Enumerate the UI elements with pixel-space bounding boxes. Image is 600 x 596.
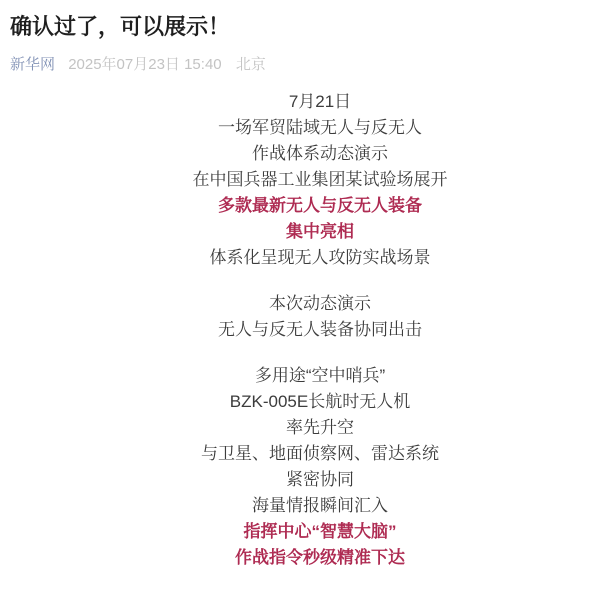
- byline: [10, 55, 588, 75]
- paragraph: [40, 291, 600, 343]
- paragraph: [40, 363, 600, 571]
- paragraph: [40, 89, 600, 271]
- body-line-emphasis: 多款最新无人与反无人装备: [218, 196, 422, 215]
- body-line-emphasis: 作战指令秒级精准下达: [235, 548, 405, 567]
- publish-location: 北京: [235, 56, 266, 73]
- body-line-emphasis: 指挥中心“智慧大脑”: [243, 522, 397, 541]
- body-line-emphasis: 集中亮相: [286, 222, 354, 241]
- body-line: 本次动态演示: [269, 294, 371, 313]
- publish-date: 2025年07月23日 15:40: [68, 56, 222, 73]
- body-line: 紧密协同: [286, 470, 354, 489]
- body-line: 率先升空: [286, 418, 354, 437]
- body-line: 与卫星、地面侦察网、雷达系统: [201, 444, 439, 463]
- body-line: BZK-005E长航时无人机: [229, 392, 411, 411]
- article-page: [0, 13, 600, 596]
- body-line: 多用途“空中哨兵”: [254, 366, 386, 385]
- article-body: [0, 89, 600, 571]
- article-title: 确认过了，可以展示！: [10, 14, 231, 39]
- body-line: 海量情报瞬间汇入: [252, 496, 388, 515]
- body-line: 无人与反无人装备协同出击: [218, 320, 422, 339]
- body-line: 体系化呈现无人攻防实战场景: [209, 248, 431, 267]
- body-line: 7月21日: [288, 92, 352, 111]
- body-line: 在中国兵器工业集团某试验场展开: [192, 170, 448, 189]
- body-line: 一场军贸陆域无人与反无人: [218, 118, 422, 137]
- body-line: 作战体系动态演示: [252, 144, 388, 163]
- source-link[interactable]: 新华网: [10, 56, 56, 73]
